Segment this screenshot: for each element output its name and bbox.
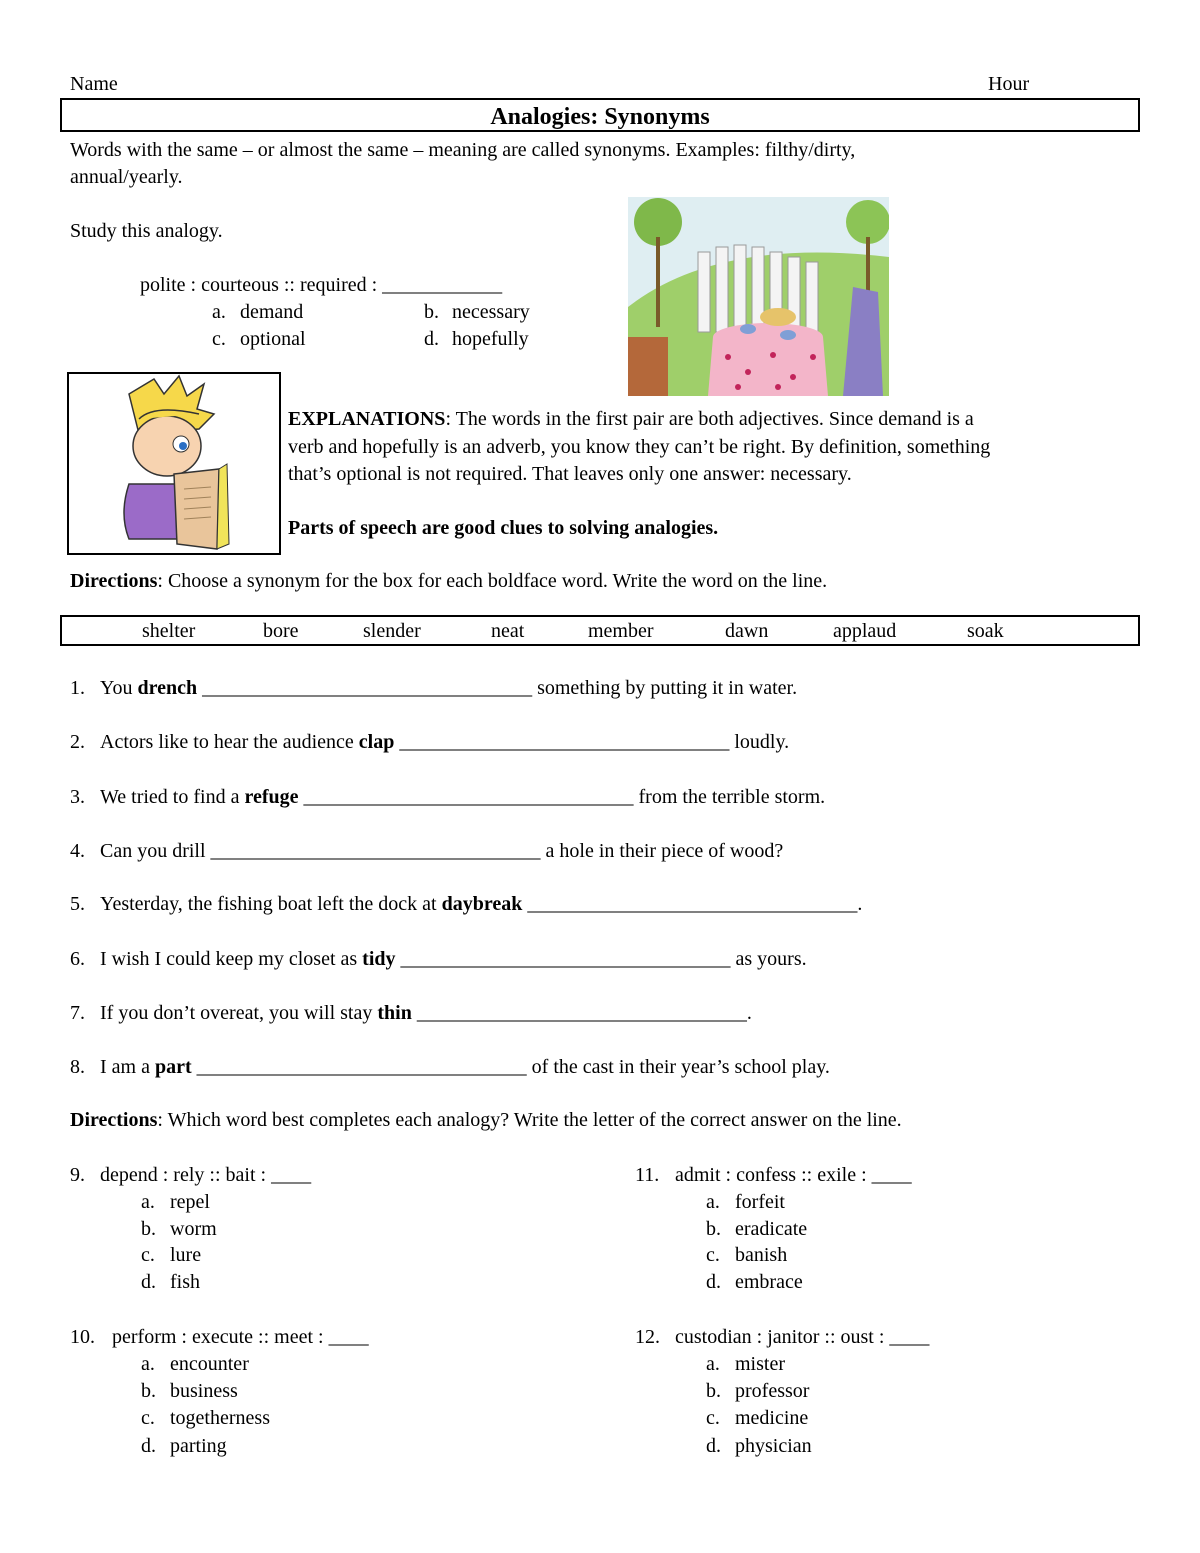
question-12: 12. custodian : janitor :: oust : ____ (635, 1326, 930, 1348)
question-9-option: d. fish (141, 1271, 200, 1293)
question-10-option: a. encounter (141, 1353, 249, 1375)
study-prompt: polite : courteous :: required : ____________ (140, 274, 503, 296)
directions-2: Directions: Which word best completes each analogy? Write the letter of the correct answer on the line. (70, 1109, 902, 1131)
question-11-option: a. forfeit (706, 1191, 785, 1213)
question-11-option: d. embrace (706, 1271, 803, 1293)
word-bank-item: member (588, 620, 654, 642)
answer-blank[interactable]: _________________________________ (197, 677, 538, 699)
word-bank (60, 615, 1140, 646)
answer-blank[interactable]: _________________________________ (395, 948, 736, 970)
question-11-option: c. banish (706, 1244, 788, 1266)
question-11-option: b. eradicate (706, 1218, 808, 1240)
sentence-6: 6. I wish I could keep my closet as tidy _________________________________ as yours. (70, 948, 807, 970)
word-bank-item: shelter (142, 620, 196, 642)
answer-blank[interactable]: _________________________________ (411, 1002, 747, 1024)
word-bank-item: slender (363, 620, 421, 642)
word-bank-item: dawn (725, 620, 769, 642)
sentence-1: 1. You drench _________________________________ something by putting it in water. (70, 677, 798, 699)
study-option-a: a. demand (212, 301, 304, 323)
question-10-option: d. parting (141, 1435, 227, 1457)
page-title: Analogies: Synonyms (60, 98, 1140, 132)
word-bank-item: soak (967, 620, 1004, 642)
word-bank-item: applaud (833, 620, 897, 642)
question-9: 9. depend : rely :: bait : ____ (70, 1164, 312, 1186)
question-9-option: b. worm (141, 1218, 217, 1240)
study-label: Study this analogy. (70, 220, 223, 242)
explanation-tip: Parts of speech are good clues to solving analogies. (288, 517, 719, 539)
study-option-c: c. optional (212, 328, 306, 350)
boy-reading-illustration (69, 374, 279, 553)
name-label: Name (70, 73, 118, 95)
answer-blank[interactable]: _________________________________ (210, 840, 546, 862)
sentence-3: 3. We tried to find a refuge _________________________________ from the terrible storm. (70, 786, 826, 808)
sentence-8: 8. I am a part _________________________________ of the cast in their year’s school play. (70, 1056, 830, 1078)
sentence-2: 2. Actors like to hear the audience clap _________________________________ loudly. (70, 731, 790, 753)
answer-blank[interactable]: _________________________________ (394, 731, 735, 753)
intro-line-2: annual/yearly. (70, 166, 183, 188)
sentence-7: 7. If you don’t overeat, you will stay thin _________________________________. (70, 1002, 752, 1024)
study-option-b: b. necessary (424, 301, 530, 323)
question-9-option: c. lure (141, 1244, 202, 1266)
question-11: 11. admit : confess :: exile : ____ (635, 1164, 912, 1186)
question-10: 10. perform : execute :: meet : ____ (70, 1326, 369, 1348)
question-12-option: a. mister (706, 1353, 785, 1375)
explanation-line-1: EXPLANATIONS: The words in the first pair are both adjectives. Since demand is a (288, 408, 974, 430)
intro-line-1: Words with the same – or almost the same – meaning are called synonyms. Examples: filthy/dirty, (70, 139, 856, 161)
word-bank-item: bore (263, 620, 299, 642)
answer-blank[interactable]: _________________________________ (191, 1056, 532, 1078)
question-12-option: b. professor (706, 1380, 810, 1402)
boy-reading-illustration-frame (67, 372, 281, 555)
explanation-line-3: that’s optional is not required. That leaves only one answer: necessary. (288, 463, 852, 485)
directions-1: Directions: Choose a synonym for the box for each boldface word. Write the word on the line. (70, 570, 828, 592)
sentence-4: 4. Can you drill _________________________________ a hole in their piece of wood? (70, 840, 784, 862)
explanation-line-2: verb and hopefully is an adverb, you know they can’t be right. By definition, something (288, 436, 991, 458)
answer-blank[interactable]: _________________________________ (298, 786, 639, 808)
question-10-option: b. business (141, 1380, 238, 1402)
question-12-option: d. physician (706, 1435, 812, 1457)
question-9-option: a. repel (141, 1191, 210, 1213)
word-bank-item: neat (491, 620, 525, 642)
garden-tea-party-illustration (628, 197, 889, 396)
answer-blank[interactable]: _________________________________ (522, 893, 858, 915)
hour-label: Hour (988, 73, 1030, 95)
question-12-option: c. medicine (706, 1407, 809, 1429)
question-10-option: c. togetherness (141, 1407, 270, 1429)
study-option-d: d. hopefully (424, 328, 529, 350)
sentence-5: 5. Yesterday, the fishing boat left the dock at daybreak _________________________________. (70, 893, 863, 915)
